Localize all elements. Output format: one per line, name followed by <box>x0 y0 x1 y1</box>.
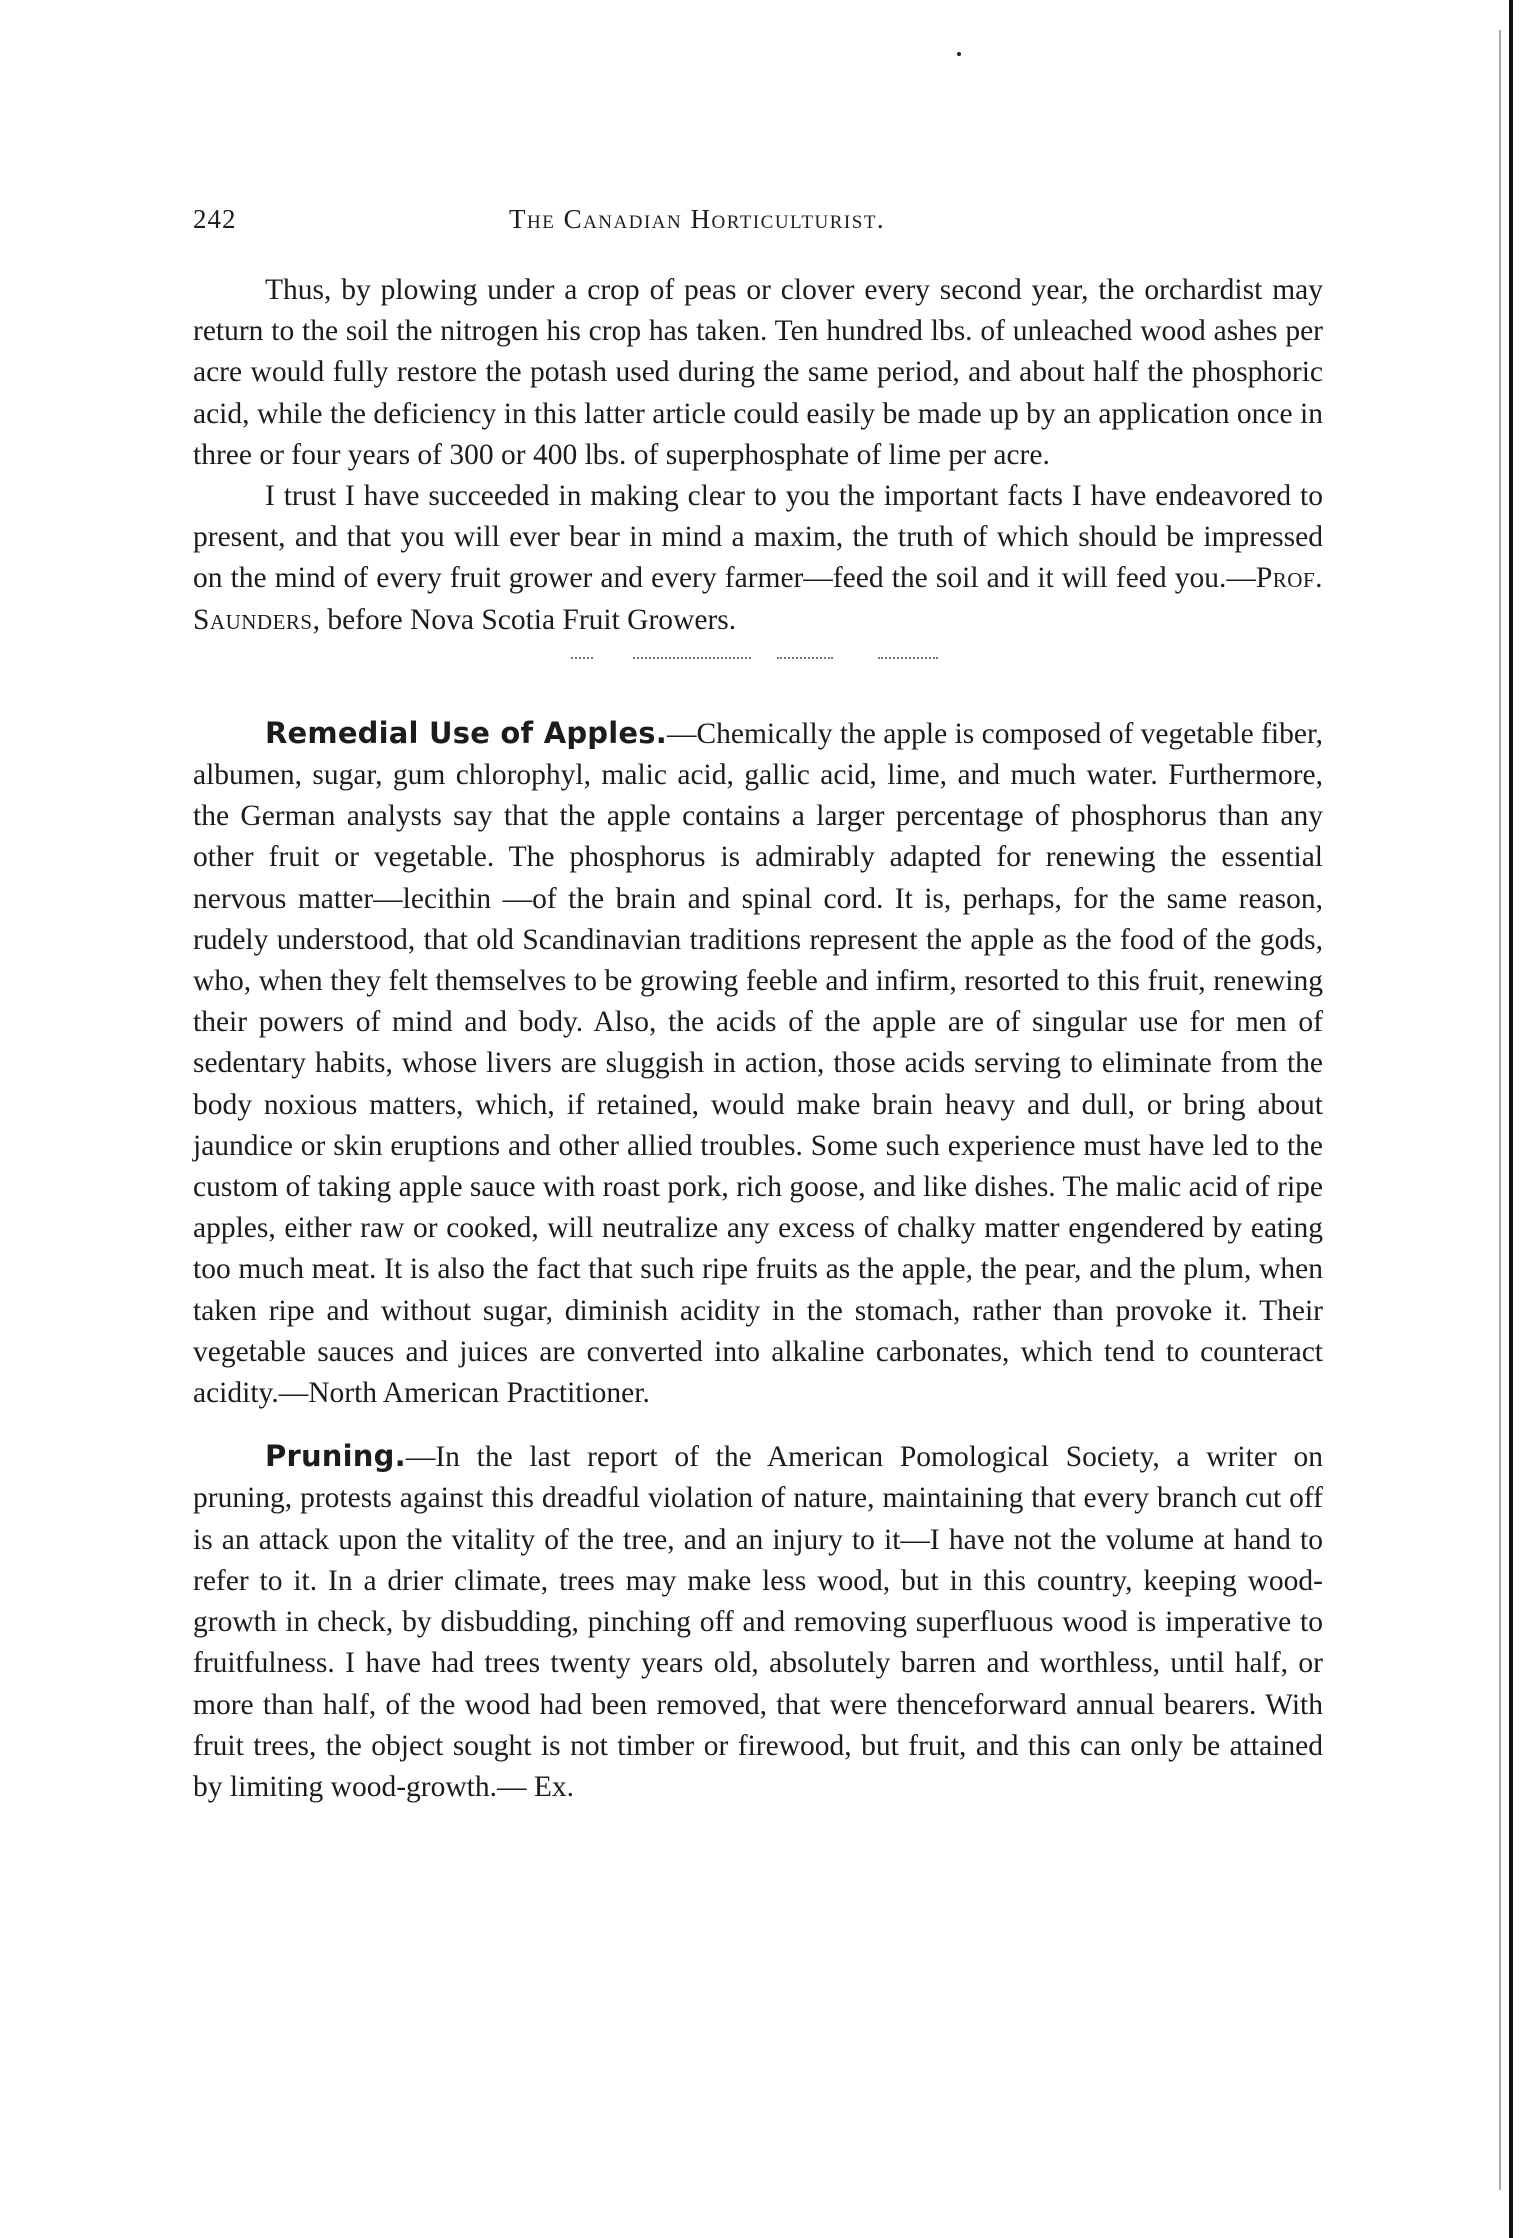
article1-paragraph-1: Thus, by plowing under a crop of peas or clover every second year, the orchardist may return to the soil the nitrogen his crop has taken. Ten hundred lbs. of unleached wood ashes per acre would fully restore the potash used during the same period, and about half the phosphoric acid, while the deficiency in this latter article could easily be made up by an application once in three or four years of 300 or 400 lbs. of superphosphate of lime per acre. <box>193 274 1323 471</box>
print-speck <box>957 52 961 56</box>
article1-attribution: , before Nova Scotia Fruit Growers. <box>312 603 737 636</box>
article1-author: Prof. Saunders <box>193 562 1323 636</box>
page-shadow-edge <box>1499 30 1501 2190</box>
article3-body: —In the last report of the American Pomological Society, a writer on pruning, protests against this dreadful violation of nature, maintaining that every branch cut off is an attack upon the vitality of the tree, and an injury to it—I have not the volume at hand to refer to it. In a drier climate, trees may make less wood, but in this country, keeping wood-growth in check, by disbudding, pinching off and removing superfluous wood is imperative to fruitfulness. I have had trees twenty years old, absolutely barren and worthless, until half, or more than half, of the wood had been removed, that were thenceforward annual bearers. With fruit trees, the object sought is not timber or firewood, but fruit, and this can only be attained by limiting wood-growth.— Ex. <box>193 1441 1323 1803</box>
article2-body: —Chemically the apple is composed of vegetable fiber, albumen, sugar, gum chlorophyl, malic acid, gallic acid, lime, and much water. Furthermore, the German analysts say that the apple contains a larger percentage of phosphorus than any other fruit or vegetable. The phosphorus is admirably adapted for renewing the essential nervous matter—lecithin —of the brain and spinal cord. It is, perhaps, for the same reason, rudely understood, that old Scandinavian traditions represent the apple as the food of the gods, who, when they felt themselves to be growing feeble and infirm, resorted to this fruit, renewing their powers of mind and body. Also, the acids of the apple are of singular use for men of sedentary habits, whose livers are sluggish in action, those acids serving to eliminate from the body noxious matters, which, if retained, would make brain heavy and dull, or bring about jaundice or skin eruptions and other allied troubles. Some such experience must have led to the custom of taking apple sauce with roast pork, rich goose, and like dishes. The malic acid of ripe apples, either raw or cooked, will neutralize any excess of chalky matter engendered by eating too much meat. It is also the fact that such ripe fruits as the apple, the pear, and the plum, when taken ripe and without sugar, diminish acidity in the stomach, rather than provoke it. Their vegetable sauces and juices are converted into alkaline carbonates, which tend to counteract acidity.—North American Practitioner. <box>193 717 1323 1410</box>
article1-paragraph-2-text: I trust I have succeeded in making clear to you the important facts I have endeavored to present, and that you will ever bear in mind a maxim, the truth of which should be impressed on the mind of every fruit grower and every farmer—feed the soil and it will feed you.— <box>193 480 1323 595</box>
section-separator <box>193 641 1323 691</box>
spacer <box>193 691 1323 713</box>
article1-paragraph-2 <box>193 476 1323 641</box>
page-binding-edge <box>1509 0 1513 2238</box>
article2-heading: Remedial Use of Apples. <box>265 715 667 750</box>
running-title: The Canadian Horticulturist. <box>509 204 886 234</box>
spacer <box>193 1414 1323 1436</box>
article3-heading: Pruning. <box>265 1439 406 1474</box>
article3-paragraph <box>193 1436 1323 1808</box>
article2-paragraph <box>193 713 1323 1414</box>
page-number: 242 <box>193 204 237 234</box>
page-header <box>193 204 1333 244</box>
page-content <box>193 270 1323 1808</box>
